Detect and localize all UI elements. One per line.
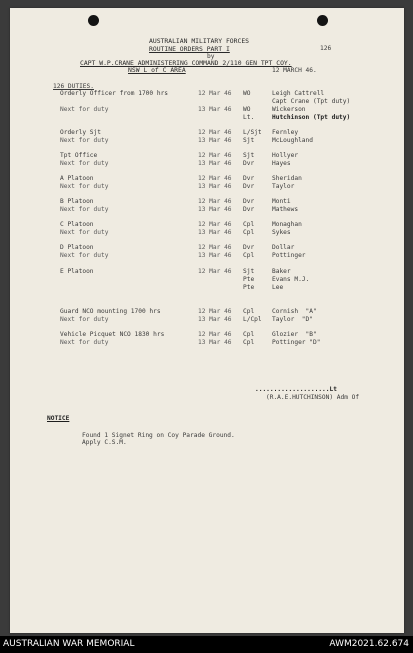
punch-hole <box>88 15 99 26</box>
duty-name: Pottinger <box>272 252 306 259</box>
footer-institution: AUSTRALIAN WAR MEMORIAL <box>3 639 135 649</box>
duty-role: A Platoon <box>60 175 94 182</box>
duty-role: Vehicle Picquet NCO 1830 hrs <box>60 331 165 338</box>
duty-date: 13 Mar 46 <box>198 206 232 213</box>
duty-name: Wickerson <box>272 106 306 113</box>
duty-role: C Platoon <box>60 221 94 228</box>
duty-rank: Cpl <box>243 331 255 338</box>
duty-date: 13 Mar 46 <box>198 339 232 346</box>
duty-date: 13 Mar 46 <box>198 137 232 144</box>
duty-rank: WO <box>243 106 251 113</box>
duty-name: Hutchinson (Tpt duty) <box>272 114 351 121</box>
duty-date: 12 Mar 46 <box>198 331 232 338</box>
duty-role: Guard NCO mounting 1700 hrs <box>60 308 161 315</box>
section-title: 126 DUTIES. <box>53 83 94 90</box>
duty-role: E Platoon <box>60 268 94 275</box>
duty-name: Pottinger "D" <box>272 339 321 346</box>
duty-date: 13 Mar 46 <box>198 183 232 190</box>
duty-date: 12 Mar 46 <box>198 198 232 205</box>
duty-date: 12 Mar 46 <box>198 308 232 315</box>
duty-date: 12 Mar 46 <box>198 129 232 136</box>
duty-rank: Pte <box>243 276 255 283</box>
footer-accession-number: AWM2021.62.674 <box>329 639 409 649</box>
duty-role: Next for duty <box>60 160 109 167</box>
duty-date: 12 Mar 46 <box>198 221 232 228</box>
duty-date: 13 Mar 46 <box>198 106 232 113</box>
duty-rank: Sjt <box>243 152 255 159</box>
duty-name: Fernley <box>272 129 299 136</box>
duty-rank: Dvr <box>243 175 255 182</box>
duty-name: Cornish "A" <box>272 308 317 315</box>
duty-name: Taylor <box>272 183 295 190</box>
duty-rank: L/Sjt <box>243 129 262 136</box>
duty-rank: Dvr <box>243 198 255 205</box>
duty-rank: Pte <box>243 284 255 291</box>
duty-name: Mathews <box>272 206 299 213</box>
duty-name: Baker <box>272 268 291 275</box>
duty-rank: Sjt <box>243 137 255 144</box>
duty-role: Next for duty <box>60 137 109 144</box>
duty-rank: Sjt <box>243 268 255 275</box>
duty-role: Orderly Officer from 1700 hrs <box>60 90 169 97</box>
duty-role: B Platoon <box>60 198 94 205</box>
duty-role: Tpt Office <box>60 152 98 159</box>
document-page <box>10 8 404 633</box>
page-number: 126 <box>320 45 332 52</box>
duty-name: Monti <box>272 198 291 205</box>
header-line-5: NSW L of C AREA <box>128 66 186 74</box>
duty-rank: Cpl <box>243 252 255 259</box>
notice-line-2: Apply C.S.M. <box>82 439 127 446</box>
duty-date: 13 Mar 46 <box>198 160 232 167</box>
duty-name: Lee <box>272 284 284 291</box>
duty-rank: WO <box>243 90 251 97</box>
duty-name: Taylor "D" <box>272 316 313 323</box>
duty-rank: Lt. <box>243 114 255 121</box>
header-line-2: ROUTINE ORDERS PART I <box>149 45 230 53</box>
duty-date: 12 Mar 46 <box>198 90 232 97</box>
duty-role: Next for duty <box>60 106 109 113</box>
duty-date: 12 Mar 46 <box>198 268 232 275</box>
duty-rank: Dvr <box>243 183 255 190</box>
duty-name: Glozier "B" <box>272 331 317 338</box>
duty-rank: Cpl <box>243 229 255 236</box>
duty-role: Next for duty <box>60 229 109 236</box>
order-date: 12 MARCH 46. <box>272 67 317 74</box>
duty-name: Hollyer <box>272 152 299 159</box>
duty-role: Next for duty <box>60 316 109 323</box>
duty-role: Orderly Sjt <box>60 129 101 136</box>
duty-date: 13 Mar 46 <box>198 252 232 259</box>
duty-rank: Dvr <box>243 244 255 251</box>
duty-rank: L/Cpl <box>243 316 262 323</box>
header-line-1: AUSTRALIAN MILITARY FORCES <box>149 37 250 45</box>
duty-date: 13 Mar 46 <box>198 229 232 236</box>
duty-rank: Cpl <box>243 339 255 346</box>
duty-name: Capt Crane (Tpt duty) <box>272 98 351 105</box>
signature-dots: ....................Lt <box>255 386 337 393</box>
duty-role: Next for duty <box>60 206 109 213</box>
duty-name: Evans M.J. <box>272 276 310 283</box>
header-line-3: by <box>207 53 215 60</box>
duty-rank: Cpl <box>243 308 255 315</box>
duty-rank: Dvr <box>243 206 255 213</box>
duty-name: Monaghan <box>272 221 302 228</box>
duty-date: 12 Mar 46 <box>198 152 232 159</box>
duty-role: D Platoon <box>60 244 94 251</box>
duty-date: 12 Mar 46 <box>198 175 232 182</box>
notice-title: NOTICE <box>47 415 70 422</box>
duty-role: Next for duty <box>60 339 109 346</box>
duty-date: 12 Mar 46 <box>198 244 232 251</box>
duty-name: Leigh Cattrell <box>272 90 325 97</box>
punch-hole <box>317 15 328 26</box>
footer-strip <box>0 636 413 653</box>
duty-name: McLoughland <box>272 137 313 144</box>
duty-date: 13 Mar 46 <box>198 316 232 323</box>
duty-name: Sykes <box>272 229 291 236</box>
duty-role: Next for duty <box>60 183 109 190</box>
signature-block: (R.A.E.HUTCHINSON) Adm Of <box>266 394 360 401</box>
duty-name: Sheridan <box>272 175 302 182</box>
duty-role: Next for duty <box>60 252 109 259</box>
duty-rank: Dvr <box>243 160 255 167</box>
header-line-4: CAPT W.P.CRANE ADMINISTERING COMMAND 2/110 GEN TPT COY. <box>80 59 292 67</box>
duty-rank: Cpl <box>243 221 255 228</box>
duty-name: Dollar <box>272 244 295 251</box>
duty-name: Hayes <box>272 160 291 167</box>
notice-line-1: Found 1 Signet Ring on Coy Parade Ground. <box>82 432 235 439</box>
